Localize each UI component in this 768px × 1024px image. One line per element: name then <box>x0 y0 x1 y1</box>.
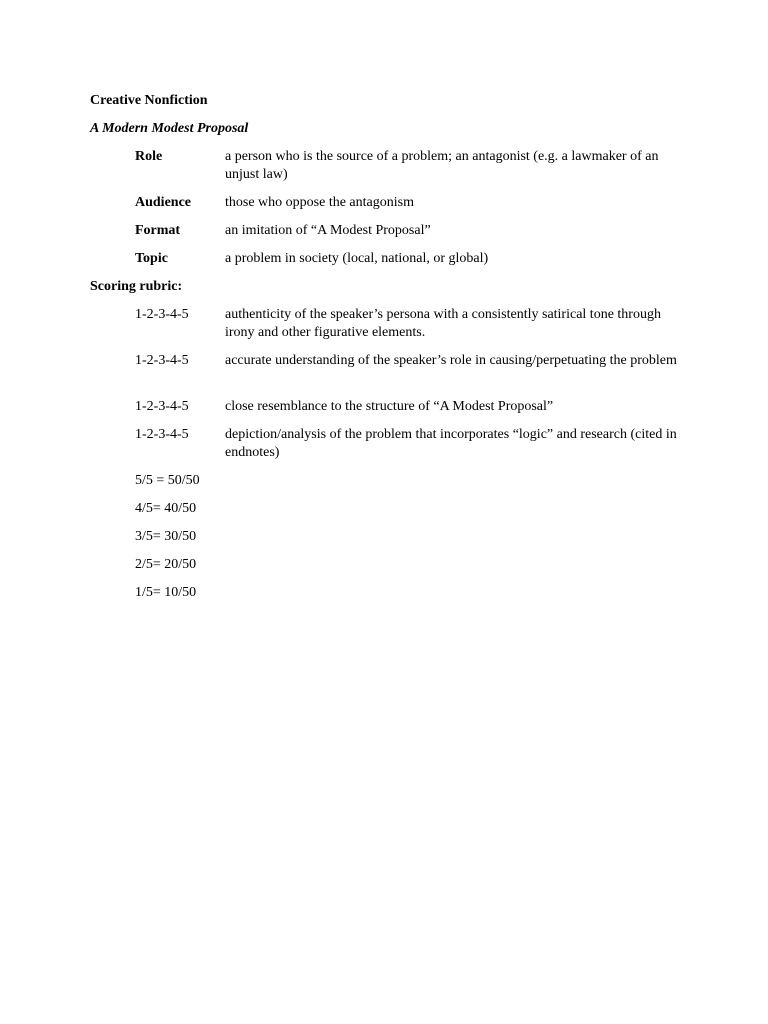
rubric-row <box>135 426 690 462</box>
raft-description: those who oppose the antagonism <box>225 195 414 210</box>
raft-label: Role <box>135 149 163 164</box>
raft-label: Audience <box>135 195 191 210</box>
raft-row-role <box>135 148 690 184</box>
raft-description: a problem in society (local, national, or global) <box>225 251 489 266</box>
raft-label: Topic <box>135 251 168 266</box>
rubric-scale: 1-2-3-4-5 <box>135 427 189 442</box>
rubric-heading: Scoring rubric: <box>90 279 183 294</box>
rubric-criterion: close resemblance to the structure of “A Modest Proposal” <box>225 399 554 414</box>
raft-row-format <box>135 222 690 240</box>
score-conversion: 3/5= 30/50 <box>135 529 197 544</box>
rubric-criterion: depiction/analysis of the problem that incorporates “logic” and research (cited in endnotes) <box>225 427 677 460</box>
document-page <box>90 92 690 602</box>
raft-row-topic <box>135 250 690 268</box>
score-conversion: 2/5= 20/50 <box>135 557 197 572</box>
rubric-criterion: accurate understanding of the speaker’s role in causing/perpetuating the problem <box>225 353 677 368</box>
score-conversion: 4/5= 40/50 <box>135 501 197 516</box>
raft-description: an imitation of “A Modest Proposal” <box>225 223 431 238</box>
rubric-row <box>135 352 690 370</box>
document-title: Creative Nonfiction <box>90 93 208 108</box>
blank-line <box>90 370 690 388</box>
rubric-criterion: authenticity of the speaker’s persona with a consistently satirical tone through irony and other figurative elements. <box>225 307 661 340</box>
rubric-scale: 1-2-3-4-5 <box>135 353 189 368</box>
rubric-row <box>135 398 690 416</box>
score-conversion: 5/5 = 50/50 <box>135 473 200 488</box>
raft-row-audience <box>135 194 690 212</box>
rubric-scale: 1-2-3-4-5 <box>135 307 189 322</box>
raft-description: a person who is the source of a problem; an antagonist (e.g. a lawmaker of an unjust law) <box>225 149 659 182</box>
assignment-title: A Modern Modest Proposal <box>90 121 249 136</box>
score-conversion: 1/5= 10/50 <box>135 585 197 600</box>
raft-label: Format <box>135 223 181 238</box>
rubric-scale: 1-2-3-4-5 <box>135 399 189 414</box>
rubric-row <box>135 306 690 342</box>
